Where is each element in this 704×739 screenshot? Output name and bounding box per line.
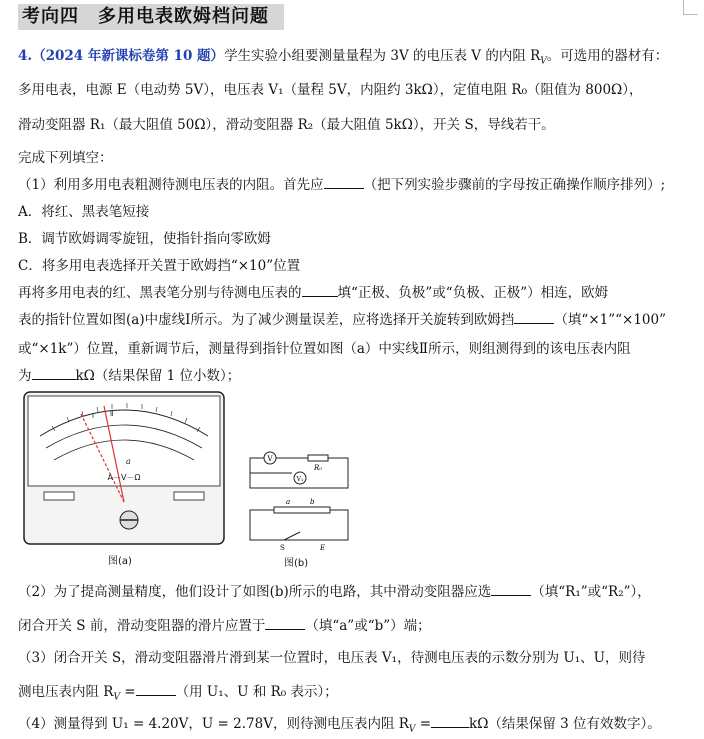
question-source: （2024 年新课标卷第 10 题） (32, 48, 225, 64)
svg-text:R₀: R₀ (313, 464, 323, 472)
answer-blank-5[interactable] (491, 581, 531, 596)
svg-text:b: b (310, 498, 315, 506)
svg-text:V: V (267, 455, 273, 463)
part1-line-e: 为 kΩ（结果保留 1 位小数）； (18, 364, 240, 384)
step-c: C．将多用电表选择开关置于欧姆挡“×10”位置 (18, 258, 301, 274)
answer-blank-6[interactable] (265, 615, 305, 630)
meter-label: A－V－Ω (107, 473, 141, 482)
answer-blank-8[interactable] (431, 713, 469, 728)
question-intro-line-3: 滑动变阻器 R₁（最大阻值 50Ω），滑动变阻器 R₂（最大阻值 5kΩ），开关 S，导线若干。 (18, 117, 555, 133)
step-a: A．将红、黑表笔短接 (18, 204, 150, 220)
question-intro-line-2: 多用电表，电源 E（电动势 5V），电压表 V₁（量程 5V，内阻约 3kΩ），定值电阻 R₀（阻值为 800Ω）， (18, 82, 643, 98)
svg-text:V₁: V₁ (296, 476, 304, 483)
multimeter-drawing (22, 390, 226, 570)
svg-text:a: a (126, 457, 131, 466)
answer-blank-4[interactable] (32, 365, 76, 380)
figure-b-circuit (244, 448, 356, 570)
part2-line-a: （2）为了提高测量精度，他们设计了如图(b)所示的电路，其中滑动变阻器应选 （填“R₁”或“R₂”）， (18, 580, 651, 600)
part1-line-d: 或“×1k”）位置，重新调节后，测量得到指针位置如图（a）中实线Ⅱ所示，则组测得到的该电压表内阻 (18, 341, 631, 357)
part1-line-b: 再将多用电表的红、黑表笔分别与待测电压表的 填“正极、负极”或“负极、正极”）相连，欧姆 (18, 281, 608, 301)
svg-text:Ⅱ: Ⅱ (110, 410, 114, 418)
answer-blank-2[interactable] (302, 282, 338, 297)
figure-a-caption: 图(a) (108, 556, 132, 567)
circuit-drawing (244, 448, 356, 554)
part1-line-a: （1）利用多用电表粗测待测电压表的内阻。首先应 （把下列实验步骤前的字母按正确操作顺序排列）; (18, 173, 665, 193)
question-number: 4. (18, 48, 33, 64)
figure-a-multimeter (22, 390, 226, 570)
part1-line-c: 表的指针位置如图(a)中虚线Ⅰ所示。为了减少测量误差，应将选择开关旋转到欧姆挡 （填“×1”“×100” (18, 308, 666, 328)
fill-prompt: 完成下列填空： (18, 150, 113, 166)
answer-blank-3[interactable] (514, 309, 554, 324)
step-b: B．调节欧姆调零旋钮，使指针指向零欧姆 (18, 231, 271, 247)
svg-text:E: E (320, 544, 326, 552)
part2-line-b: 闭合开关 S 前，滑动变阻器的滑片应置于 （填“a”或“b”）端； (18, 614, 431, 634)
part3-line-a: （3）闭合开关 S，滑动变阻器滑片滑到某一位置时，电压表 V₁，待测电压表的示数分别为 U₁、U，则待 (18, 650, 646, 666)
part3-line-b: 测电压表内阻 $R_V$ = （用 U₁、U 和 R₀ 表示）； (18, 680, 338, 703)
section-title: 考向四 多用电表欧姆档问题 (18, 4, 284, 30)
figure-b-caption: 图(b) (284, 558, 309, 569)
answer-blank-7[interactable] (136, 681, 176, 696)
svg-text:Ⅰ: Ⅰ (92, 412, 95, 420)
svg-text:S: S (280, 544, 285, 552)
question-intro-line-1: 4.（2024 年新课标卷第 10 题）学生实验小组要测量量程为 3V 的电压表 V 的内阻 $R_V$。可选用的器材有： (18, 48, 669, 67)
answer-blank-1[interactable] (324, 174, 364, 189)
page-corner-mark (683, 0, 698, 15)
part4-line: （4）测量得到 U₁ = 4.20V，U = 2.78V，则待测电压表内阻 $R_V = k\Omega$（结果保留 3 位有效数字）。 (18, 712, 661, 735)
svg-text:a: a (286, 498, 291, 506)
